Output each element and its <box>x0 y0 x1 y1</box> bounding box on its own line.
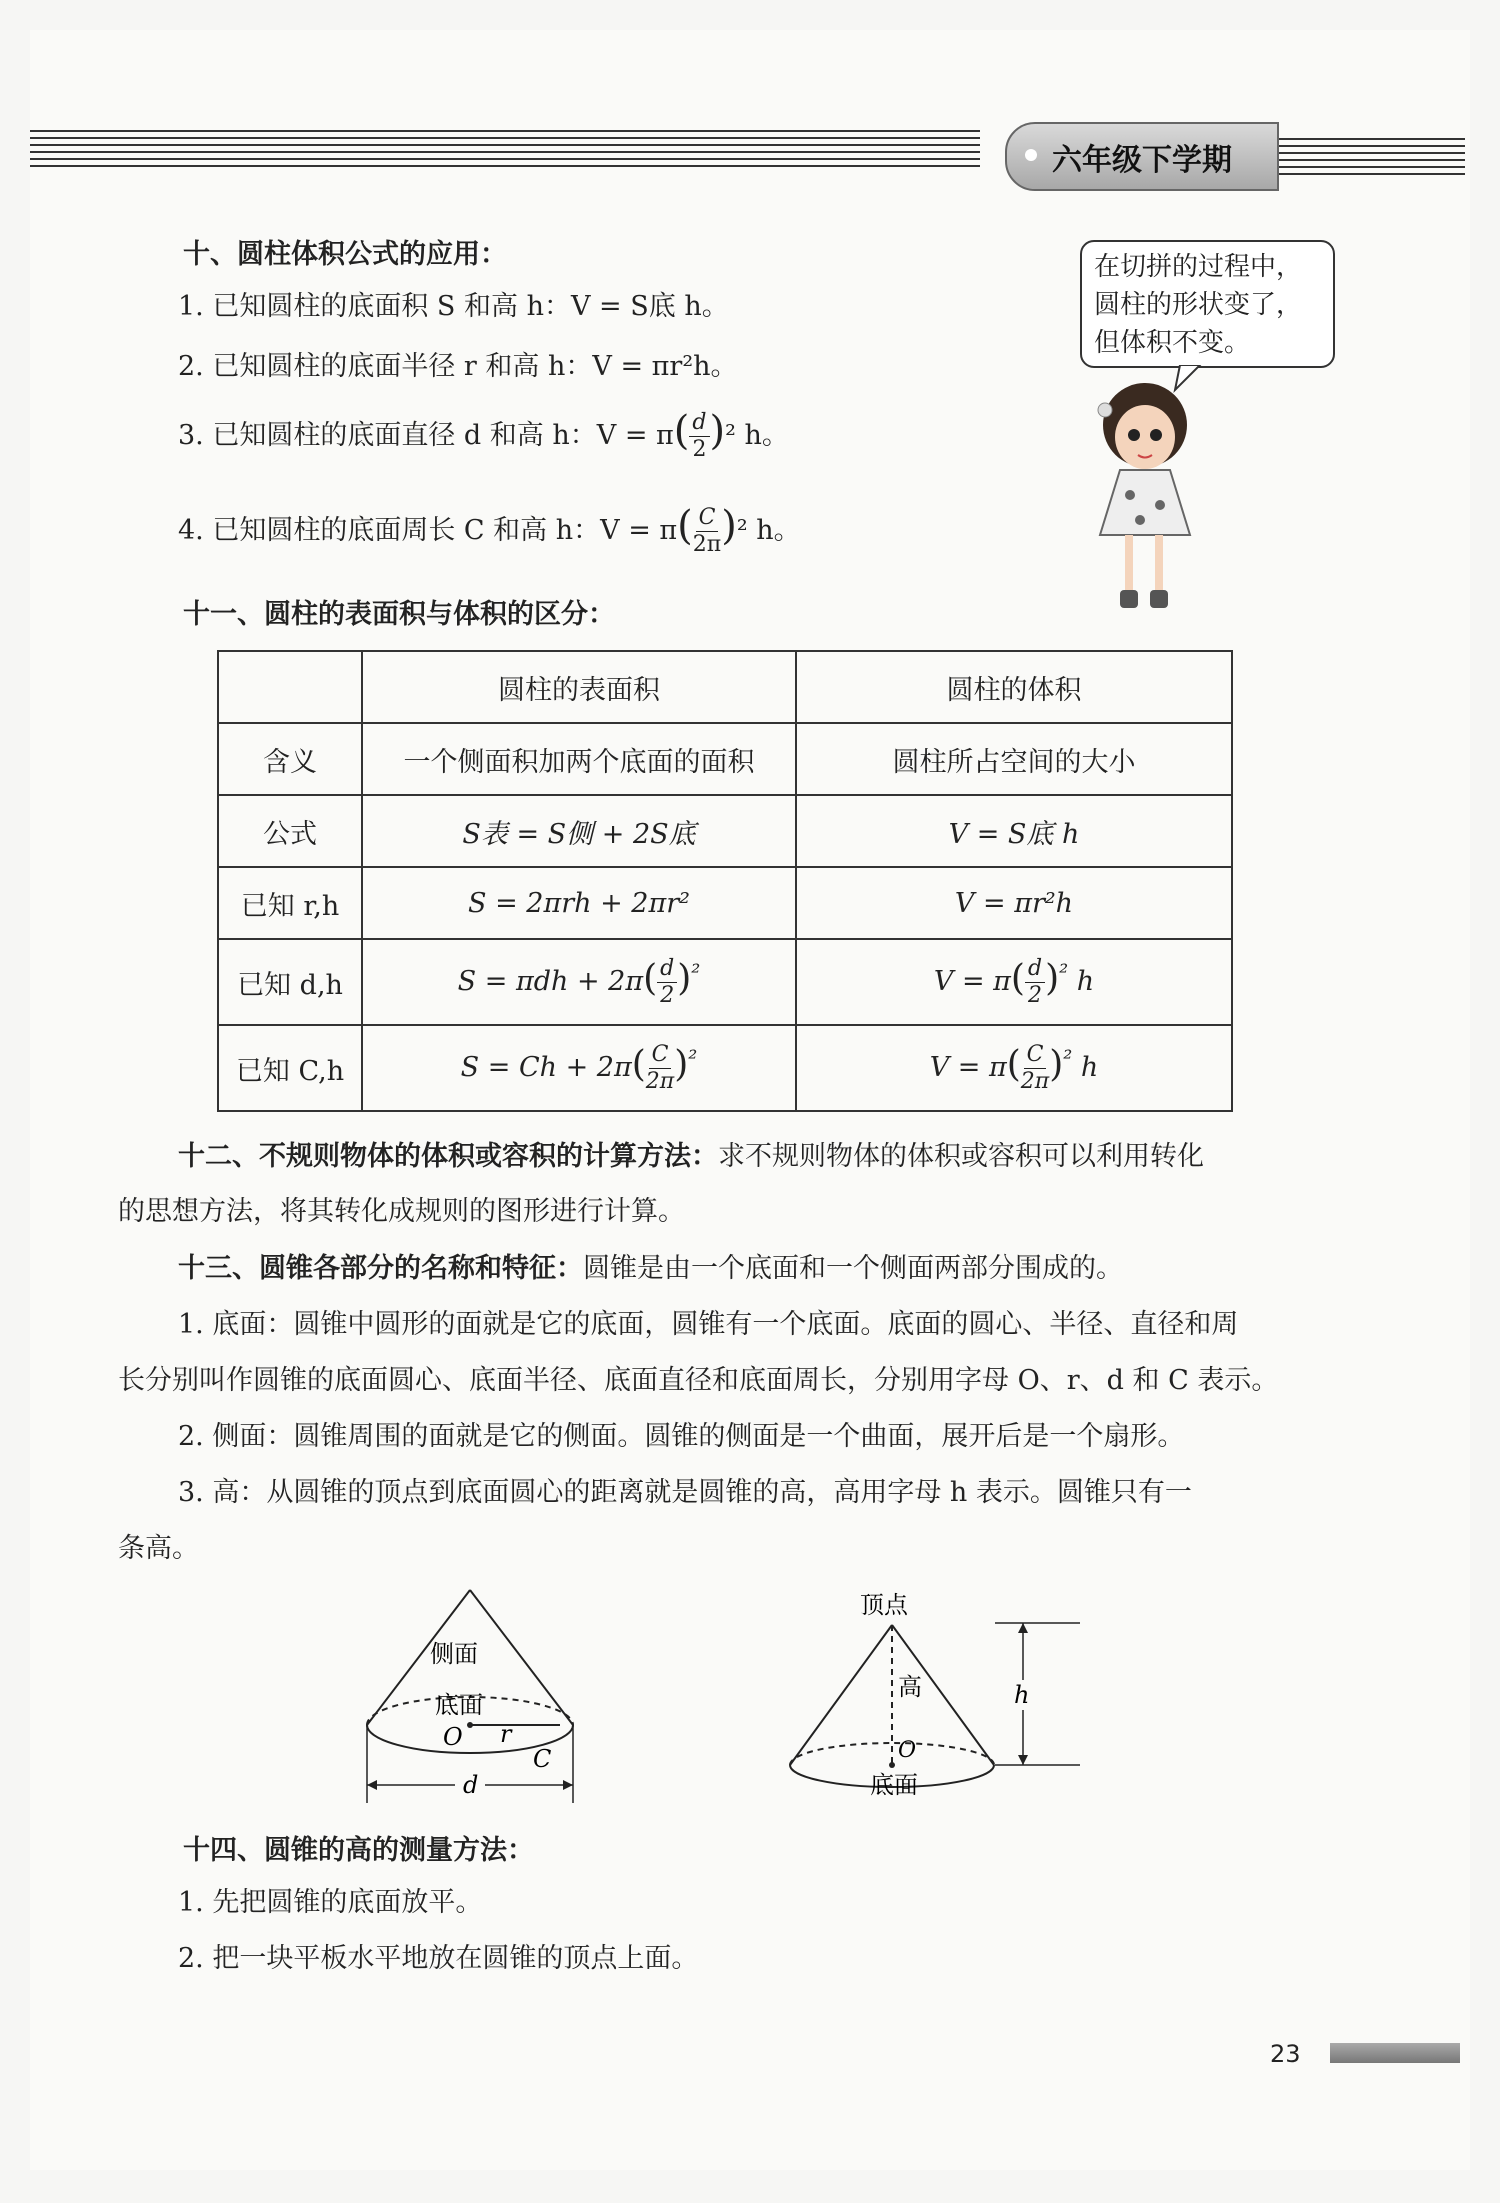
power: ² <box>1063 1045 1073 1072</box>
sec13-title: 十三、圆锥各部分的名称和特征： <box>178 1253 583 1284</box>
label-h: h <box>1014 1681 1030 1709</box>
page-number-bar <box>1330 2043 1460 2063</box>
label-apex: 顶点 <box>860 1591 908 1619</box>
item4-post: ² h。 <box>736 515 801 546</box>
header-rule-right <box>1275 138 1465 178</box>
grade-tab <box>1005 122 1279 191</box>
sec12-body1: 求不规则物体的体积或容积可以利用转化 <box>718 1141 1204 1172</box>
item3-post: ² h。 <box>725 420 789 451</box>
sec13-p1b: 长分别叫作圆锥的底面圆心、底面半径、底面直径和底面周长，分别用字母 O、r、d 和 C 表示。 <box>118 1365 1279 1396</box>
sec10-item3: 3. 已知圆柱的底面直径 d 和高 h：V = π( $\frac{d}{2}$ )² h。 <box>178 408 789 462</box>
label-d: d <box>463 1771 479 1799</box>
row-label: 已知 C,h <box>218 1025 362 1111</box>
r5-v-frac <box>1021 1042 1049 1095</box>
frac-num: d <box>1025 956 1045 983</box>
cell-surface: 一个侧面积加两个底面的面积 <box>362 723 796 795</box>
table-row <box>218 795 1232 867</box>
sec13-line <box>178 1250 1123 1288</box>
sec12-line1 <box>178 1138 1338 1176</box>
cell-volume: V = π( $\frac{C}{2\pi}$ )$^{^2}$ h <box>796 1025 1232 1111</box>
grade-tab-label: 六年级下学期 <box>1052 142 1232 178</box>
item3-pre: 3. 已知圆柱的底面直径 d 和高 h：V = π <box>178 420 674 451</box>
label-r: r <box>500 1720 512 1748</box>
cell-volume: V = π( $\frac{d}{2}$ )$^{^2}$ h <box>796 939 1232 1025</box>
speech-bubble <box>1080 240 1335 368</box>
table-row <box>218 1025 1232 1111</box>
cell-surface: S表 = S侧 + 2S底 <box>362 795 796 867</box>
sec12-line2: 的思想方法，将其转化成规则的图形进行计算。 <box>118 1196 685 1227</box>
sec13-p3a: 3. 高：从圆锥的顶点到底面圆心的距离就是圆锥的高，高用字母 h 表示。圆锥只有一 <box>178 1477 1192 1508</box>
power: ² <box>691 959 701 986</box>
sec10-item1: 1. 已知圆柱的底面积 S 和高 h：V = S底 h。 <box>178 291 729 322</box>
frac-num: C <box>1024 1042 1047 1069</box>
sec10-title: 十、圆柱体积公式的应用： <box>183 239 507 270</box>
frac-num: d <box>657 956 677 983</box>
r4-s-pre: S = πdh + 2π <box>457 965 644 997</box>
sec10-item4: 4. 已知圆柱的底面周长 C 和高 h：V = π( $\frac{C}{2\pi}$ )² h。 <box>178 503 801 557</box>
table-header-row <box>218 651 1232 723</box>
item3-num: d <box>689 410 709 437</box>
cell-volume: V = πr²h <box>796 867 1232 939</box>
r4-v-pre: V = π <box>933 965 1011 997</box>
r5-s-frac <box>646 1042 674 1095</box>
girl-illustration <box>1080 365 1210 620</box>
r4-s-frac <box>657 956 677 1009</box>
row-label: 公式 <box>218 795 362 867</box>
sec11-title: 十一、圆柱的表面积与体积的区分： <box>183 599 615 630</box>
cell-volume: 圆柱所占空间的大小 <box>796 723 1232 795</box>
label-side: 侧面 <box>430 1640 478 1668</box>
sec10-item2: 2. 已知圆柱的底面半径 r 和高 h：V = πr²h。 <box>178 351 738 382</box>
table-corner <box>218 651 362 723</box>
bubble-line-1: 在切拼的过程中， <box>1094 252 1303 282</box>
comparison-table <box>217 650 1233 1112</box>
sec14-title: 十四、圆锥的高的测量方法： <box>183 1835 534 1866</box>
cone-diagram-right <box>780 1585 1100 1800</box>
cell-volume: V = S底 h <box>796 795 1232 867</box>
label-O-right: O <box>898 1738 917 1763</box>
row-label: 已知 r,h <box>218 867 362 939</box>
sec14-step1: 1. 先把圆锥的底面放平。 <box>178 1887 483 1918</box>
label-base: 底面 <box>435 1691 483 1719</box>
item3-frac <box>689 410 709 463</box>
r5-v-pre: V = π <box>929 1051 1007 1083</box>
power: ² <box>1059 959 1069 986</box>
frac-num: C <box>649 1042 672 1069</box>
table-row <box>218 867 1232 939</box>
sec12-title: 十二、不规则物体的体积或容积的计算方法： <box>178 1141 718 1172</box>
sec13-intro: 圆锥是由一个底面和一个侧面两部分围成的。 <box>583 1253 1123 1284</box>
cell-surface: S = 2πrh + 2πr² <box>362 867 796 939</box>
sec13-p2: 2. 侧面：圆锥周围的面就是它的侧面。圆锥的侧面是一个曲面，展开后是一个扇形。 <box>178 1421 1185 1452</box>
h-var: h <box>1080 1051 1099 1083</box>
label-height: 高 <box>898 1673 922 1701</box>
label-C: C <box>533 1745 552 1773</box>
table-row <box>218 723 1232 795</box>
sec13-p3b: 条高。 <box>118 1533 199 1564</box>
cone-diagram-left <box>355 1585 585 1815</box>
item4-num: C <box>696 505 719 532</box>
h-var: h <box>1076 965 1095 997</box>
power: ² <box>688 1045 698 1072</box>
bubble-line-2: 圆柱的形状变了， <box>1094 290 1303 320</box>
frac-den: 2π <box>1020 1068 1050 1094</box>
frac-den: 2 <box>660 982 675 1008</box>
frac-den: 2π <box>645 1068 675 1094</box>
cell-surface: S = πdh + 2π( $\frac{d}{2}$ )$^{^2}$ <box>362 939 796 1025</box>
item4-pre: 4. 已知圆柱的底面周长 C 和高 h：V = π <box>178 515 678 546</box>
table-row <box>218 939 1232 1025</box>
frac-den: 2 <box>1028 982 1043 1008</box>
sec14-step2: 2. 把一块平板水平地放在圆锥的顶点上面。 <box>178 1943 699 1974</box>
row-label: 含义 <box>218 723 362 795</box>
cell-surface: S = Ch + 2π( $\frac{C}{2\pi}$ )$^{^2}$ <box>362 1025 796 1111</box>
label-O: O <box>443 1723 463 1751</box>
row-label: 已知 d,h <box>218 939 362 1025</box>
header-rule-left <box>30 130 980 170</box>
page-number: 23 <box>1270 2040 1301 2068</box>
bubble-line-3: 但体积不变。 <box>1094 328 1251 358</box>
col-surface: 圆柱的表面积 <box>362 651 796 723</box>
label-base-right: 底面 <box>870 1771 918 1799</box>
r5-s-pre: S = Ch + 2π <box>460 1051 632 1083</box>
item3-den: 2 <box>692 437 707 462</box>
r4-v-frac <box>1025 956 1045 1009</box>
item4-frac <box>693 505 721 558</box>
sec13-p1a: 1. 底面：圆锥中圆形的面就是它的底面，圆锥有一个底面。底面的圆心、半径、直径和周 <box>178 1309 1239 1340</box>
item4-den: 2π <box>692 532 722 557</box>
col-volume: 圆柱的体积 <box>796 651 1232 723</box>
